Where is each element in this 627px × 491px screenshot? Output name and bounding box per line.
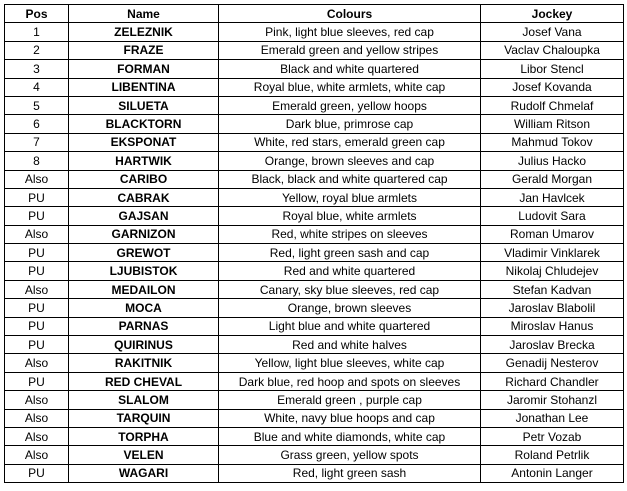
header-pos: Pos (5, 5, 69, 23)
table-row (5, 391, 624, 409)
cell-jockey: Mahmud Tokov (481, 133, 624, 151)
table-body (5, 23, 624, 483)
table-row (5, 354, 624, 372)
cell-pos: Also (5, 280, 69, 298)
table-header-row (5, 5, 624, 23)
table-row (5, 133, 624, 151)
cell-pos: Also (5, 446, 69, 464)
cell-jockey: Vladimir Vinklarek (481, 244, 624, 262)
cell-name: CABRAK (69, 188, 219, 206)
table-row (5, 170, 624, 188)
cell-name: FORMAN (69, 60, 219, 78)
table-row (5, 299, 624, 317)
cell-pos: Also (5, 391, 69, 409)
cell-pos: Also (5, 427, 69, 445)
cell-jockey: Josef Vana (481, 23, 624, 41)
cell-jockey: Jan Havlcek (481, 188, 624, 206)
table-row (5, 115, 624, 133)
cell-jockey: Roman Umarov (481, 225, 624, 243)
cell-name: FRAZE (69, 41, 219, 59)
table-row (5, 60, 624, 78)
cell-name: WAGARI (69, 464, 219, 482)
cell-name: SLALOM (69, 391, 219, 409)
cell-colours: Red and white quartered (219, 262, 481, 280)
cell-pos: PU (5, 336, 69, 354)
table-row (5, 225, 624, 243)
cell-pos: Also (5, 225, 69, 243)
table-row (5, 96, 624, 114)
cell-pos: PU (5, 262, 69, 280)
cell-jockey: Richard Chandler (481, 372, 624, 390)
cell-colours: Royal blue, white armlets (219, 207, 481, 225)
cell-colours: Grass green, yellow spots (219, 446, 481, 464)
cell-colours: White, navy blue hoops and cap (219, 409, 481, 427)
cell-pos: PU (5, 464, 69, 482)
cell-name: LIBENTINA (69, 78, 219, 96)
cell-colours: Dark blue, red hoop and spots on sleeves (219, 372, 481, 390)
cell-colours: Blue and white diamonds, white cap (219, 427, 481, 445)
cell-colours: Orange, brown sleeves (219, 299, 481, 317)
table-row (5, 409, 624, 427)
table-row (5, 372, 624, 390)
cell-pos: PU (5, 372, 69, 390)
cell-colours: Emerald green, yellow hoops (219, 96, 481, 114)
cell-pos: 6 (5, 115, 69, 133)
cell-name: MEDAILON (69, 280, 219, 298)
cell-name: TORPHA (69, 427, 219, 445)
cell-jockey: Jaroslav Blabolil (481, 299, 624, 317)
cell-colours: Orange, brown sleeves and cap (219, 152, 481, 170)
table-row (5, 23, 624, 41)
cell-name: RAKITNIK (69, 354, 219, 372)
table-row (5, 317, 624, 335)
cell-pos: Also (5, 354, 69, 372)
header-jockey: Jockey (481, 5, 624, 23)
cell-jockey: William Ritson (481, 115, 624, 133)
cell-pos: PU (5, 207, 69, 225)
cell-jockey: Petr Vozab (481, 427, 624, 445)
cell-jockey: Julius Hacko (481, 152, 624, 170)
cell-colours: Red, light green sash (219, 464, 481, 482)
cell-pos: Also (5, 409, 69, 427)
cell-name: GARNIZON (69, 225, 219, 243)
cell-jockey: Nikolaj Chludejev (481, 262, 624, 280)
cell-pos: 4 (5, 78, 69, 96)
cell-pos: 1 (5, 23, 69, 41)
cell-pos: PU (5, 317, 69, 335)
cell-jockey: Genadij Nesterov (481, 354, 624, 372)
cell-jockey: Jaroslav Brecka (481, 336, 624, 354)
cell-name: TARQUIN (69, 409, 219, 427)
cell-pos: PU (5, 244, 69, 262)
cell-jockey: Jonathan Lee (481, 409, 624, 427)
cell-pos: 5 (5, 96, 69, 114)
cell-colours: Emerald green and yellow stripes (219, 41, 481, 59)
cell-pos: 2 (5, 41, 69, 59)
cell-colours: Canary, sky blue sleeves, red cap (219, 280, 481, 298)
cell-pos: 3 (5, 60, 69, 78)
cell-colours: Light blue and white quartered (219, 317, 481, 335)
cell-name: GREWOT (69, 244, 219, 262)
table-row (5, 336, 624, 354)
table-row (5, 464, 624, 482)
results-table (4, 4, 624, 483)
header-colours: Colours (219, 5, 481, 23)
cell-name: BLACKTORN (69, 115, 219, 133)
table-row (5, 41, 624, 59)
cell-colours: Dark blue, primrose cap (219, 115, 481, 133)
cell-jockey: Vaclav Chaloupka (481, 41, 624, 59)
cell-name: MOCA (69, 299, 219, 317)
cell-jockey: Stefan Kadvan (481, 280, 624, 298)
cell-colours: Red, light green sash and cap (219, 244, 481, 262)
cell-colours: Royal blue, white armlets, white cap (219, 78, 481, 96)
cell-jockey: Josef Kovanda (481, 78, 624, 96)
cell-colours: Yellow, light blue sleeves, white cap (219, 354, 481, 372)
table-row (5, 78, 624, 96)
cell-pos: 7 (5, 133, 69, 151)
cell-name: CARIBO (69, 170, 219, 188)
cell-name: VELEN (69, 446, 219, 464)
cell-jockey: Ludovit Sara (481, 207, 624, 225)
cell-name: QUIRINUS (69, 336, 219, 354)
cell-name: RED CHEVAL (69, 372, 219, 390)
cell-jockey: Gerald Morgan (481, 170, 624, 188)
cell-jockey: Roland Petrlik (481, 446, 624, 464)
table-row (5, 152, 624, 170)
cell-pos: PU (5, 188, 69, 206)
cell-name: SILUETA (69, 96, 219, 114)
cell-jockey: Libor Stencl (481, 60, 624, 78)
table-row (5, 280, 624, 298)
cell-name: LJUBISTOK (69, 262, 219, 280)
cell-colours: Emerald green , purple cap (219, 391, 481, 409)
cell-colours: Red and white halves (219, 336, 481, 354)
table-row (5, 446, 624, 464)
cell-pos: 8 (5, 152, 69, 170)
cell-jockey: Jaromir Stohanzl (481, 391, 624, 409)
cell-pos: Also (5, 170, 69, 188)
cell-jockey: Miroslav Hanus (481, 317, 624, 335)
header-name: Name (69, 5, 219, 23)
table-row (5, 262, 624, 280)
cell-jockey: Rudolf Chmelaf (481, 96, 624, 114)
table-row (5, 207, 624, 225)
cell-jockey: Antonin Langer (481, 464, 624, 482)
cell-colours: Black and white quartered (219, 60, 481, 78)
cell-colours: Black, black and white quartered cap (219, 170, 481, 188)
cell-colours: Pink, light blue sleeves, red cap (219, 23, 481, 41)
table-row (5, 427, 624, 445)
table-row (5, 244, 624, 262)
cell-name: HARTWIK (69, 152, 219, 170)
table-row (5, 188, 624, 206)
cell-colours: White, red stars, emerald green cap (219, 133, 481, 151)
cell-name: ZELEZNIK (69, 23, 219, 41)
cell-name: GAJSAN (69, 207, 219, 225)
cell-name: PARNAS (69, 317, 219, 335)
cell-colours: Red, white stripes on sleeves (219, 225, 481, 243)
cell-colours: Yellow, royal blue armlets (219, 188, 481, 206)
cell-pos: PU (5, 299, 69, 317)
cell-name: EKSPONAT (69, 133, 219, 151)
